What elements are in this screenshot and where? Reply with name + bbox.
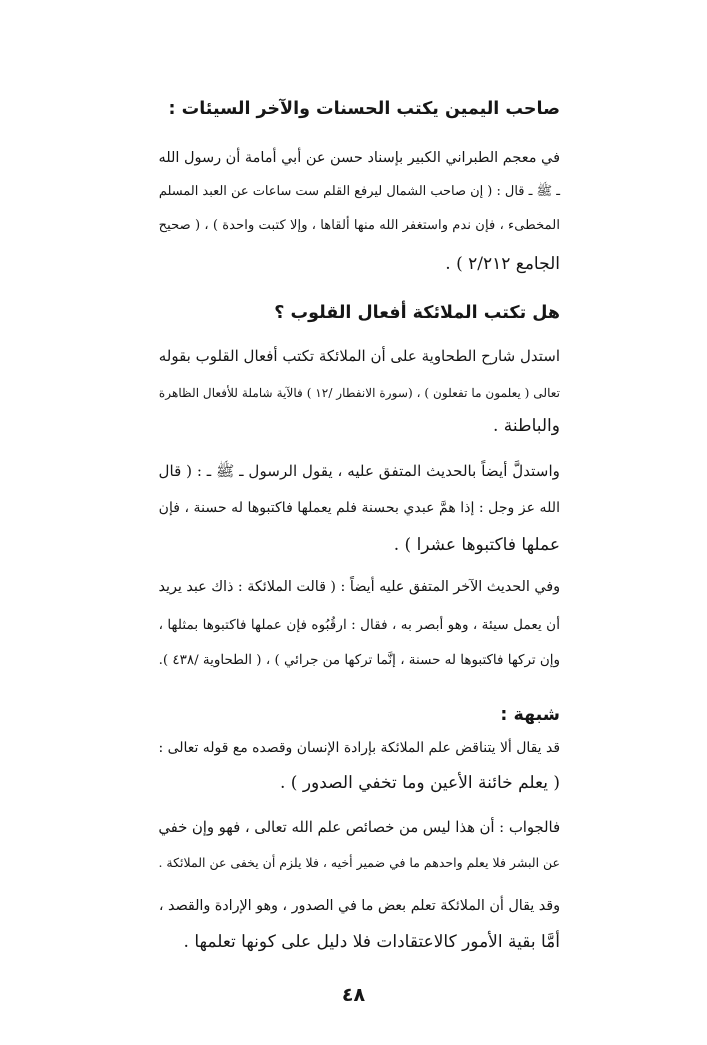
section-heading-recording-angels: صاحب اليمين يكتب الحسنات والآخر السيئات : <box>168 99 560 119</box>
page-number: ٤٨ <box>341 984 366 1006</box>
text-line: وفي الحديث الآخر المتفق عليه أيضاً : ( قالت الملائكة : ذاك عبد يريد <box>158 579 560 595</box>
text-line: المخطىء ، فإن ندم واستغفر الله منها ألقاها ، وإلا كتبت واحدة ) ، ( صحيح <box>158 218 560 233</box>
text-line: واستدلَّ أيضاً بالحديث المتفق عليه ، يقول الرسول ـ ﷺ ـ : ( قال <box>158 462 560 480</box>
text-line: استدل شارح الطحاوية على أن الملائكة تكتب أفعال القلوب بقوله <box>158 347 560 365</box>
text-line: فالجواب : أن هذا ليس من خصائص علم الله تعالى ، فهو وإن خفي <box>158 819 560 836</box>
text-line: أمَّا بقية الأمور كالاعتقادات فلا دليل على كونها تعلمها . <box>183 932 560 952</box>
text-line: في معجم الطبراني الكبير بإسناد حسن عن أبي أمامة أن رسول الله <box>158 150 560 166</box>
text-line: وقد يقال أن الملائكة تعلم بعض ما في الصدور ، وهو الإرادة والقصد ، <box>158 898 560 914</box>
text-line: قد يقال ألا يتناقض علم الملائكة بإرادة الإنسان وقصده مع قوله تعالى : <box>158 740 560 756</box>
section-heading-doubt: شبهة : <box>500 705 560 725</box>
text-line: أن يعمل سيئة ، وهو أبصر به ، فقال : ارقُبُوه فإن عملها فاكتبوها بمثلها ، <box>158 617 560 633</box>
text-line: الجامع ٢/٢١٢ ) . <box>445 254 560 274</box>
text-line: الله عز وجل : إذا همَّ عبدي بحسنة فلم يعملها فاكتبوها له حسنة ، فإن <box>158 500 560 516</box>
section-heading-heart-deeds: هل تكتب الملائكة أفعال القلوب ؟ <box>274 303 560 323</box>
text-line: عملها فاكتبوها عشرا ) . <box>393 535 560 555</box>
text-line: ( يعلم خائنة الأعين وما تخفي الصدور ) . <box>279 773 560 793</box>
text-line: ـ ﷺ ـ قال : ( إن صاحب الشمال ليرفع القلم ست ساعات عن العبد المسلم <box>158 184 560 199</box>
text-line: وإن تركها فاكتبوها له حسنة ، إنَّما تركها من جرائي ) ، ( الطحاوية /٤٣٨ ). <box>158 653 560 668</box>
text-line: تعالى ( يعلمون ما تفعلون ) ، (سورة الانفطار /١٢ ) فالآية شاملة للأفعال الظاهرة <box>158 386 560 400</box>
text-line: عن البشر فلا يعلم واحدهم ما في ضمير أخيه ، فلا يلزم أن يخفى عن الملائكة . <box>158 855 560 870</box>
text-line: والباطنة . <box>492 416 560 436</box>
